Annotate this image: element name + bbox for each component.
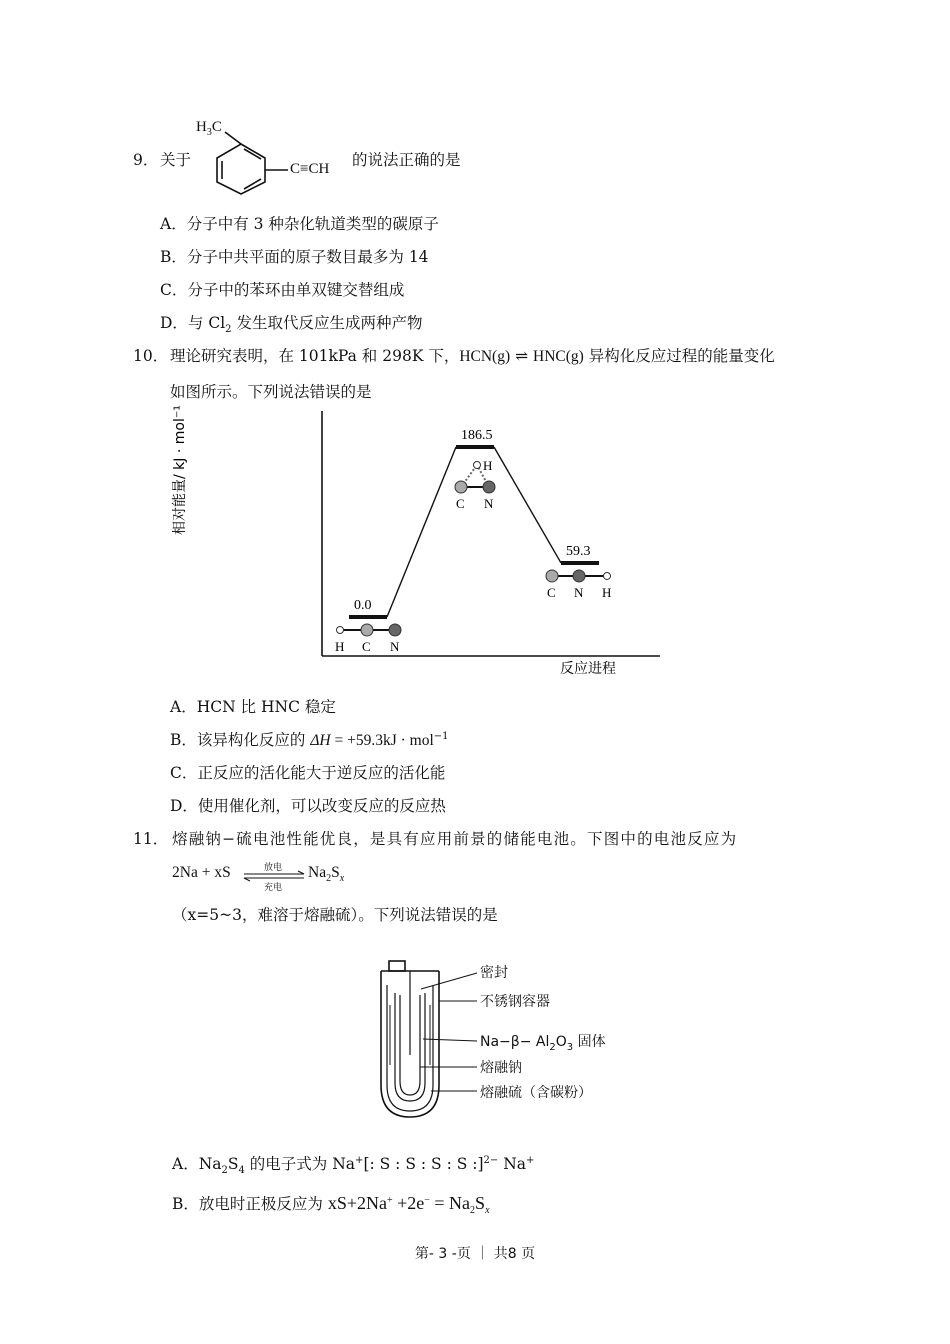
battery-diagram xyxy=(365,945,635,1125)
q9-prefix: 关于 xyxy=(160,151,192,169)
q11-a-sup1: + xyxy=(355,1154,364,1166)
molecule-model xyxy=(335,624,401,654)
q10-option-c: C．正反应的活化能大于逆反应的活化能 xyxy=(170,764,446,782)
q9-suffix: 的说法正确的是 xyxy=(352,151,461,169)
atom-h-ball xyxy=(474,462,481,469)
q11-equation xyxy=(172,860,372,894)
q11-a-sup3: + xyxy=(526,1154,535,1166)
atom-n-ball xyxy=(573,570,585,582)
q10-line1 xyxy=(170,344,775,366)
q11-eq-left: 2Na + xS xyxy=(172,864,231,881)
atom-c-ball xyxy=(361,624,373,636)
q11-option-b xyxy=(172,1192,490,1216)
energy-chart-svg xyxy=(172,405,670,685)
x-axis-label: 反应进程 xyxy=(560,661,616,677)
q11-b-sup2: − xyxy=(424,1194,430,1206)
q11-b-s: S xyxy=(475,1193,486,1213)
label-sodium: 熔融钠 xyxy=(480,1060,522,1076)
q11-a-sub2: 4 xyxy=(238,1165,245,1177)
methyl-c: C xyxy=(211,119,222,135)
atom-label: C xyxy=(362,639,371,654)
label-solid xyxy=(480,1031,606,1053)
q11-b-sub1: 2 xyxy=(470,1205,476,1217)
q10-number: 10． xyxy=(133,347,169,365)
q11-a-dots: [: S : S : S : S :] xyxy=(363,1155,484,1173)
q11-a-s: S xyxy=(227,1155,239,1173)
atom-label: N xyxy=(574,584,584,600)
atom-h-ball xyxy=(337,627,344,634)
q11-b-sup1: + xyxy=(386,1194,393,1206)
energy-path-segment xyxy=(387,447,456,617)
q9-alkyne-label: C≡CH xyxy=(290,161,330,177)
leader-solid xyxy=(423,1039,477,1041)
molecule-model xyxy=(455,458,495,511)
q9-d-sub: 2 xyxy=(225,324,232,336)
energy-path-segment xyxy=(494,447,561,563)
leader-seal xyxy=(421,973,477,989)
q9-d-pre: D．与 Cl xyxy=(160,314,226,332)
label-solid-pre: Na−β− Al xyxy=(480,1034,550,1050)
atom-n-ball xyxy=(483,481,495,493)
q11-b-eq2: = Na xyxy=(429,1193,471,1213)
label-solid-o: O xyxy=(555,1034,567,1050)
label-sulfur: 熔融硫（含碳粉） xyxy=(480,1085,592,1101)
page-footer: 第- 3 -页 ｜ 共8 页 xyxy=(414,1246,536,1262)
atom-n-ball xyxy=(389,624,401,636)
q11-a-mid: 的电子式为 Na xyxy=(244,1155,356,1173)
atom-h-ball xyxy=(604,572,611,579)
atom-label: C xyxy=(547,584,556,600)
q10-b-dh: ΔH xyxy=(310,732,331,749)
atom-label: N xyxy=(484,496,494,511)
label-solid-post: 固体 xyxy=(573,1034,606,1050)
seal-cap xyxy=(389,961,405,971)
q9-methyl-label xyxy=(196,119,222,138)
q10-eq-left: HCN(g) xyxy=(459,348,511,365)
label-seal: 密封 xyxy=(480,965,508,981)
atom-label: H xyxy=(335,639,345,654)
q10-b-sup: −1 xyxy=(433,730,449,742)
q11-number: 11． xyxy=(133,830,169,848)
q10-line1-pre: 理论研究表明，在 101kPa 和 298K 下， xyxy=(170,347,460,365)
atom-label: H xyxy=(602,584,612,600)
q9-option-c: C．分子中的苯环由单双键交替组成 xyxy=(160,281,405,299)
q11-b-pre: B．放电时正极反应为 xyxy=(172,1195,328,1213)
q10-b-pre: B．该异构化反应的 xyxy=(170,731,311,749)
q11-b-eq: xS+2Na xyxy=(327,1193,387,1213)
q11-line1: 熔融钠−硫电池性能优良，是具有应用前景的储能电池。下图中的电池反应为 xyxy=(172,830,738,848)
label-container: 不锈钢容器 xyxy=(480,994,550,1010)
q11-eq-right xyxy=(308,864,344,884)
q11-eq-na: Na xyxy=(308,864,327,881)
q9-option-d xyxy=(160,311,422,335)
q11-b-mid: +2e xyxy=(392,1193,425,1213)
q11-a-sub1: 2 xyxy=(221,1165,228,1177)
q10-option-a: A．HCN 比 HNC 稳定 xyxy=(170,698,336,716)
q10-eq-right: HNC(g) xyxy=(533,348,584,365)
energy-level-label: 186.5 xyxy=(461,428,493,443)
energy-level-label: 0.0 xyxy=(354,598,372,613)
q10-option-b xyxy=(170,728,449,750)
q11-eq-sub2: x xyxy=(339,873,345,885)
label-solid-sub2: 3 xyxy=(566,1041,574,1053)
q10-eq-arrow: ⇌ xyxy=(515,347,529,365)
q11-a-sup2: 2− xyxy=(483,1154,499,1166)
q11-eq-s: S xyxy=(331,864,340,881)
q11-a-end: Na xyxy=(498,1155,527,1173)
q11-option-a xyxy=(172,1152,534,1176)
q10-line2: 如图所示。下列说法错误的是 xyxy=(170,383,372,401)
q11-note: （x=5~3，难溶于熔融硫）。下列说法错误的是 xyxy=(172,906,498,924)
q9-number: 9． xyxy=(133,151,159,169)
energy-chart xyxy=(172,405,670,685)
methyl-sub: 3 xyxy=(206,127,212,138)
q10-b-eq: = +59.3kJ · mol xyxy=(330,732,434,749)
y-axis-label: 相对能量/ kJ · mol⁻¹ xyxy=(172,405,188,535)
label-solid-sub1: 2 xyxy=(549,1041,556,1053)
atom-label: H xyxy=(483,458,493,473)
q10-option-d: D．使用催化剂，可以改变反应的反应热 xyxy=(170,797,446,815)
q11-eq-bottom: 充电 xyxy=(264,883,283,893)
molecule-model xyxy=(546,570,611,600)
q9-option-b: B．分子中共平面的原子数目最多为 14 xyxy=(160,248,429,266)
atom-c-ball xyxy=(455,481,467,493)
q10-line1-post: 异构化反应过程的能量变化 xyxy=(583,347,775,365)
energy-level-label: 59.3 xyxy=(566,543,591,559)
atom-label: N xyxy=(390,639,400,654)
q9-option-a: A．分子中有 3 种杂化轨道类型的碳原子 xyxy=(160,215,439,233)
q11-eq-sub1: 2 xyxy=(326,873,332,885)
q11-b-sub2: x xyxy=(485,1205,490,1217)
methyl-h: H xyxy=(196,119,207,135)
atom-c-ball xyxy=(546,570,558,582)
q11-eq-top: 放电 xyxy=(264,863,283,873)
atom-label: C xyxy=(456,496,465,511)
q9-d-post: 发生取代反应生成两种产物 xyxy=(231,314,423,332)
q11-a-pre: A．Na xyxy=(172,1155,222,1173)
